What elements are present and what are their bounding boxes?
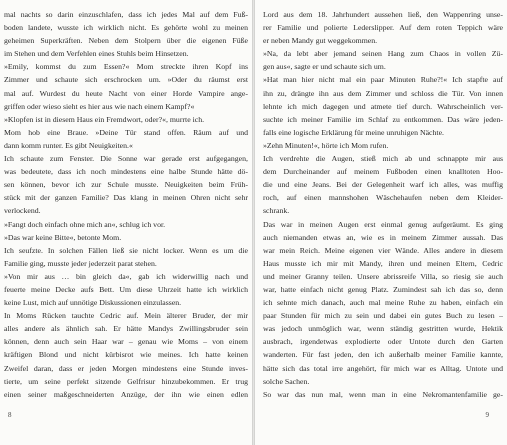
text-line: dann komm runter. Es gibt Neuigkeiten.« xyxy=(4,140,133,150)
text-line: »Fangt doch einfach ohne mich an«, schlug ich vor. xyxy=(4,219,166,229)
left-page-number: 8 xyxy=(8,411,12,419)
text-line: keine Lust, mich auf unnötige Diskussionen einzulassen. xyxy=(4,298,182,308)
text-line: tierte, um seine perfekt sitzende Gelfrisur hinzubekommen. Er trug xyxy=(4,376,248,386)
text-line: mal auf. Wurdest du heute Nacht von einer Horde Vampire ange- xyxy=(4,88,248,98)
text-line: Mom hob eine Braue. »Deine Tür stand offen. Räum auf und xyxy=(4,127,248,137)
text-line: stück mit der ganzen Familie? Das klang in meinen Ohren nicht sehr xyxy=(4,193,248,203)
text-line: »Das war keine Bitte«, betonte Mom. xyxy=(4,232,122,242)
text-line: ihn zu, drängte ihn aus dem Zimmer und schloss die Tür. Von innen xyxy=(263,88,503,98)
text-line: ausbrach, irgendetwas explodierte oder Untote durch den Garten xyxy=(263,337,503,347)
text-line: können, denn auch sein Haar war – genau wie Moms – von einem xyxy=(4,337,248,347)
text-line: »Hat man hier nicht mal ein paar Minuten Ruhe?!« Ich stapfte auf xyxy=(263,75,503,85)
text-line: falls eine logische Erklärung für meine unruhigen Nächte. xyxy=(263,127,444,137)
text-line: Lord aus dem 18. Jahrhundert aussehen ließ, den Wappenring unse- xyxy=(263,10,503,19)
text-line: solche Sachen. xyxy=(263,376,310,386)
text-line: »Zehn Minuten!«, hörte ich Mom rufen. xyxy=(263,140,389,150)
text-line: Familie ging, musste jeder jederzeit parat stehen. xyxy=(4,258,157,268)
text-line: So war das nun mal, wenn man in eine Nekromantenfamilie ge- xyxy=(263,389,503,399)
text-line: »Na, da lebt aber jemand seinen Hang zum Chaos in vollen Zü- xyxy=(263,49,503,59)
right-page xyxy=(255,0,507,445)
text-line: schrank. xyxy=(263,206,290,216)
left-page xyxy=(0,0,252,445)
text-line: In Moms Rücken tauchte Cedric auf. Mein älterer Bruder, der mir xyxy=(4,311,248,321)
text-line: kräftigen Blond und nicht kürbisrot wie meines. Ich hatte keinen xyxy=(4,350,248,360)
text-line: alles andere als ähnlich sah. Er hätte Mandys Zwillingsbruder sein xyxy=(4,324,248,334)
text-line: wanderten. Für fast jeden, den ich außerhalb meiner Familie kannte, xyxy=(263,350,503,360)
text-line: mal nachts so darin einzuschlafen, dass ich jedes Mal auf dem Fuß- xyxy=(4,10,248,19)
text-line: und meiner Granny teilen. Unsere abrissreife Villa, so riesig sie auch xyxy=(263,271,503,281)
text-line: lehnte ich mich dagegen und atmete tief durch. Wahrscheinlich ver- xyxy=(263,101,503,111)
text-line: er neben Mandy gut weggekommen. xyxy=(263,36,378,46)
text-line: Das war in meinen Augen erst einmal genug aufgeräumt. Es ging xyxy=(263,219,503,229)
text-line: boden landete, wusste ich wirklich nicht. Es gehörte wohl zu meinen xyxy=(4,23,248,33)
text-line: griffen oder wieso sieht es hier aus wie nach einem Kampf?« xyxy=(4,101,195,111)
text-line: war mein Reich. Meine eigenen vier Wände. Alles andere in diesem xyxy=(263,245,503,255)
text-line: roch, auf einen mannshohen Wäschehaufen neben dem Kleider- xyxy=(263,193,503,203)
text-line: »Von mir aus … bin gleich da«, gab ich widerwillig nach und xyxy=(4,271,248,281)
text-line: was jedoch unmöglich war, wenn ständig gestritten wurde, Hektik xyxy=(263,324,503,334)
text-line: war, hatte einfach nicht genug Platz. Zumindest sah ich das so, denn xyxy=(263,284,503,294)
left-page-text xyxy=(4,8,248,401)
text-line: Ich verdrehte die Augen, stieß mich ab und schnappte mir aus xyxy=(263,154,503,164)
text-line: auch niemanden etwas an, wie es in meinem Zimmer aussah. Das xyxy=(263,232,503,242)
text-line: dem Durcheinander auf meinem Fußboden einen knalltoten Hoo- xyxy=(263,167,503,177)
text-line: suchte ich meiner Familie im Schlaf zu entkommen. Das wäre jeden- xyxy=(263,114,503,124)
text-line: im Stehen und dem Verfehlen eines Stuhls beim Hinsetzen. xyxy=(4,49,189,59)
text-line: Ich seufzte. In solchen Fällen ließ sie nicht locker. Wenn es um die xyxy=(4,245,248,255)
text-line: Haus musste ich mir mit Mandy, ihren und meinen Eltern, Cedric xyxy=(263,258,503,268)
text-line: »Emily, kommst du zum Essen?« Mom streckte ihren Kopf ins xyxy=(4,62,248,72)
text-line: Zimmer und schaute sich erschrocken um. »Oder du räumst erst xyxy=(4,75,248,85)
right-page-number: 9 xyxy=(485,411,489,419)
text-line: gen aus«, sagte er und schaute sich um. xyxy=(263,62,386,72)
text-line: sen können, bevor ich zur Schule musste. Neuigkeiten beim Früh- xyxy=(4,180,248,190)
text-line: Zweifel daran, dass er jeden Morgen mindestens eine Stunde inves- xyxy=(4,363,248,373)
text-line: ich sehnte mich danach, auch mal meine Ruhe zu haben, einfach ein xyxy=(263,298,503,308)
text-line: geheimen Superkräften. Neben dem Stolpern über die eigenen Füße xyxy=(4,36,248,46)
text-line: hätte sich das total irre angehört, für mich war es Alltag. Untote und xyxy=(263,363,503,373)
text-line: die und eine Jeans. Bei der Gelegenheit warf ich alles, was muffig xyxy=(263,180,503,190)
text-line: »Klopfen ist in diesem Haus ein Fremdwort, oder?«, murrte ich. xyxy=(4,114,205,124)
text-line: rer Familie und polierte Lederslipper. Auf dem roten Teppich wäre xyxy=(263,23,503,33)
right-page-text xyxy=(263,8,503,401)
text-line: verlockend. xyxy=(4,206,41,216)
text-line: was bedeutete, dass ich noch mindestens eine halbe Stunde hätte dö- xyxy=(4,167,248,177)
text-line: feuerte meine Decke aufs Bett. Um diese Uhrzeit hatte ich wirklich xyxy=(4,284,248,294)
text-line: paar Stunden für mich zu sein und dabei ein gutes Buch zu lesen – xyxy=(263,311,503,321)
text-line: einen seiner maßgeschneiderten Anzüge, der ihn wie einen edlen xyxy=(4,389,248,399)
text-line: Ich schaute zum Fenster. Die Sonne war gerade erst aufgegangen, xyxy=(4,154,248,164)
